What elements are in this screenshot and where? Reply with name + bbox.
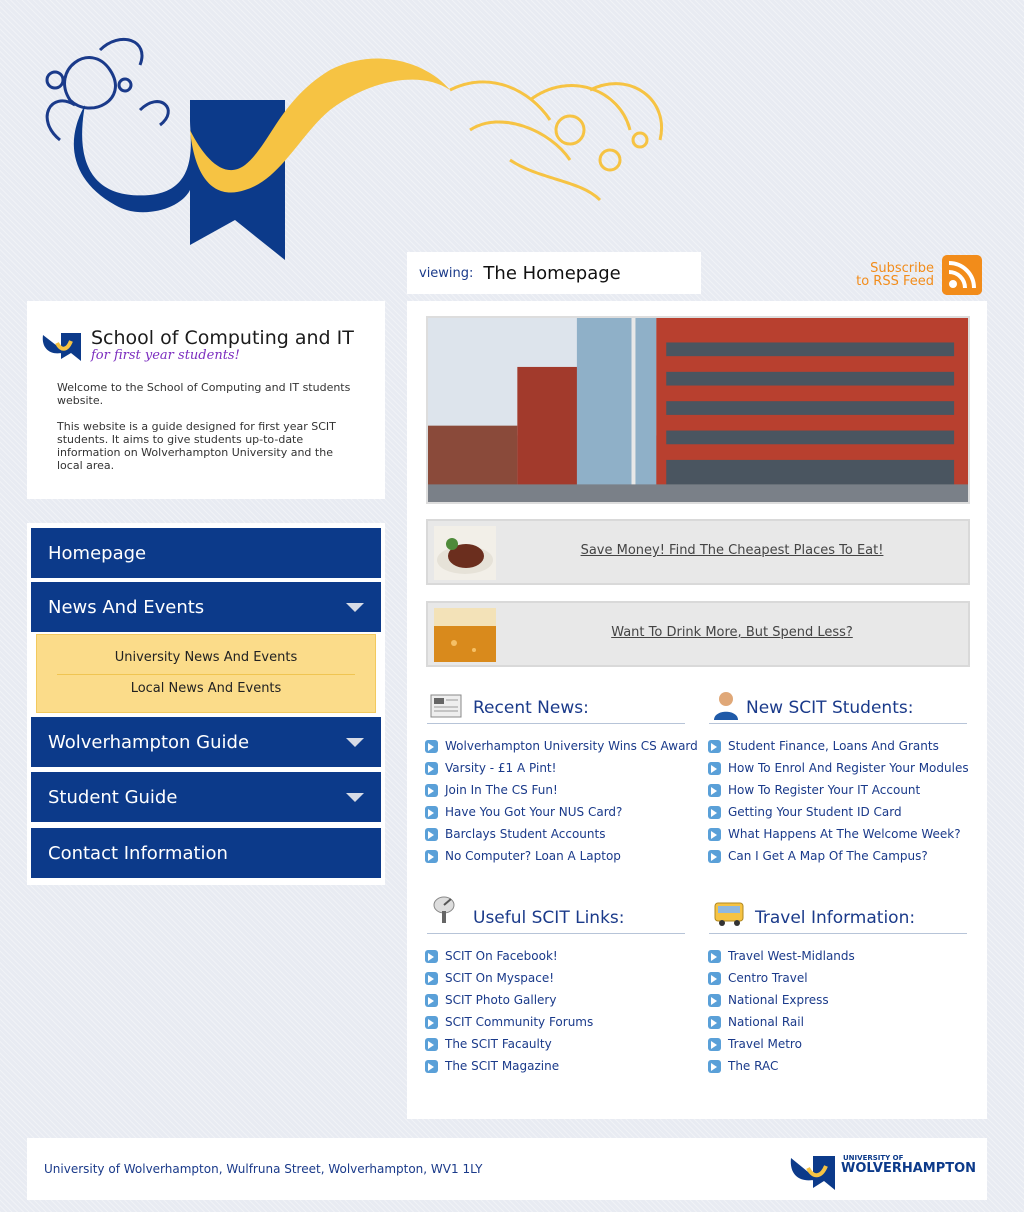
arrow-bullet-icon [708,950,721,963]
footer-address: University of Wolverhampton, Wulfruna Street, Wolverhampton, WV1 1LY [44,1162,483,1176]
list-item[interactable] [708,757,969,779]
viewing-bar [407,252,701,294]
arrow-bullet-icon [425,1060,438,1073]
main-navigation [27,523,385,885]
nav-item-student-guide[interactable] [31,772,381,822]
list-item[interactable] [708,735,969,757]
travel-link: Centro Travel [728,971,808,985]
nav-item-label: Homepage [48,542,147,564]
student-link: What Happens At The Welcome Week? [728,827,961,841]
student-link: Student Finance, Loans And Grants [728,739,939,753]
list-item[interactable] [425,779,698,801]
news-link: Join In The CS Fun! [445,783,558,797]
useful-link: SCIT Community Forums [445,1015,594,1029]
new-students-title: New SCIT Students: [746,698,914,718]
viewing-label: viewing: [419,265,474,281]
useful-links-title: Useful SCIT Links: [473,908,625,928]
university-logo-icon [789,1152,839,1190]
travel-link: National Rail [728,1015,804,1029]
nav-item-label: Student Guide [48,786,178,808]
bus-icon [712,897,746,929]
list-item[interactable] [425,989,593,1011]
news-link: Varsity - £1 A Pint! [445,761,557,775]
arrow-bullet-icon [708,994,721,1007]
promo-cheap-eats[interactable] [426,519,970,585]
chevron-down-icon [346,738,364,747]
list-item[interactable] [425,823,698,845]
list-item[interactable] [708,801,969,823]
subnav-item-university-news[interactable]: University News And Events [114,650,298,665]
main-content [407,301,987,1119]
useful-link: SCIT On Facebook! [445,949,558,963]
student-link: Getting Your Student ID Card [728,805,902,819]
travel-link: The RAC [728,1059,779,1073]
student-link: Can I Get A Map Of The Campus? [728,849,928,863]
list-item[interactable] [425,1011,593,1033]
list-item[interactable] [708,779,969,801]
new-students-list [708,735,969,867]
nav-item-contact-information[interactable] [31,828,381,878]
list-item[interactable] [708,945,855,967]
school-tagline: for first year students! [91,348,240,363]
arrow-bullet-icon [708,806,721,819]
news-link: Have You Got Your NUS Card? [445,805,623,819]
section-divider [427,933,685,934]
list-item[interactable] [708,1055,855,1077]
useful-link: The SCIT Facaulty [445,1037,552,1051]
list-item[interactable] [425,967,593,989]
nav-item-news-and-events[interactable] [31,582,381,632]
travel-link: Travel Metro [728,1037,802,1051]
intro-panel [27,301,385,499]
university-hero-logo [30,30,690,275]
useful-link: The SCIT Magazine [445,1059,560,1073]
rss-icon[interactable] [942,255,982,295]
beer-icon [434,608,496,662]
promo-link-eat[interactable]: Save Money! Find The Cheapest Places To Eat! [580,543,884,558]
recent-news-title: Recent News: [473,698,589,718]
list-item[interactable] [425,945,593,967]
list-item[interactable] [708,989,855,1011]
school-logo-icon [41,329,83,361]
arrow-bullet-icon [425,1038,438,1051]
arrow-bullet-icon [425,1016,438,1029]
steak-icon [434,526,496,580]
useful-links-list [425,945,593,1077]
arrow-bullet-icon [708,740,721,753]
list-item[interactable] [425,1055,593,1077]
arrow-bullet-icon [425,806,438,819]
promo-link-drink[interactable]: Want To Drink More, But Spend Less? [611,625,853,640]
arrow-bullet-icon [708,850,721,863]
useful-link: SCIT On Myspace! [445,971,555,985]
rss-line1: Subscribe [870,261,934,276]
nav-item-wolverhampton-guide[interactable] [31,717,381,767]
arrow-bullet-icon [425,950,438,963]
list-item[interactable] [708,1011,855,1033]
arrow-bullet-icon [425,784,438,797]
intro-paragraph-1: Welcome to the School of Computing and IT students website. [57,381,351,407]
list-item[interactable] [708,845,969,867]
subnav-item-local-news[interactable]: Local News And Events [130,681,282,696]
intro-paragraph-2: This website is a guide designed for first year SCIT students. It aims to give students up-to-date information on Wolverhampton University and the local area. [57,420,336,472]
school-title: School of Computing and IT [91,327,354,349]
section-divider [709,723,967,724]
chevron-down-icon [346,603,364,612]
arrow-bullet-icon [708,1016,721,1029]
section-divider [427,723,685,724]
rss-line2: to RSS Feed [856,274,934,289]
travel-title: Travel Information: [755,908,916,928]
list-item[interactable] [425,845,698,867]
arrow-bullet-icon [708,1038,721,1051]
section-divider [709,933,967,934]
rss-subscribe-link[interactable] [856,262,934,288]
news-link: No Computer? Loan A Laptop [445,849,621,863]
student-link: How To Register Your IT Account [728,783,921,797]
arrow-bullet-icon [425,740,438,753]
satellite-dish-icon [429,893,463,925]
submenu-divider [57,674,355,675]
useful-link: SCIT Photo Gallery [445,993,557,1007]
travel-list [708,945,855,1077]
news-submenu [36,634,376,713]
list-item[interactable] [708,967,855,989]
recent-news-list [425,735,698,867]
arrow-bullet-icon [708,1060,721,1073]
travel-link: Travel West-Midlands [728,949,855,963]
nav-item-label: Contact Information [48,842,228,864]
arrow-bullet-icon [708,972,721,985]
list-item[interactable] [425,801,698,823]
nav-item-label: News And Events [48,596,205,618]
nav-item-homepage[interactable] [31,528,381,578]
arrow-bullet-icon [425,762,438,775]
news-link: Barclays Student Accounts [445,827,606,841]
travel-link: National Express [728,993,829,1007]
arrow-bullet-icon [708,762,721,775]
arrow-bullet-icon [708,784,721,797]
page-title: The Homepage [483,262,621,284]
news-link: Wolverhampton University Wins CS Award [445,739,698,753]
arrow-bullet-icon [425,994,438,1007]
nav-item-label: Wolverhampton Guide [48,731,250,753]
footer-logo-name: WOLVERHAMPTON [841,1161,977,1176]
list-item[interactable] [425,757,698,779]
footer-logo-small-text: UNIVERSITY OF [843,1154,904,1162]
campus-building-photo [426,316,970,504]
promo-cheap-drinks[interactable] [426,601,970,667]
arrow-bullet-icon [425,828,438,841]
list-item[interactable] [708,1033,855,1055]
student-user-icon [709,689,743,721]
list-item[interactable] [425,1033,593,1055]
arrow-bullet-icon [425,850,438,863]
footer [27,1138,987,1200]
list-item[interactable] [425,735,698,757]
arrow-bullet-icon [425,972,438,985]
student-link: How To Enrol And Register Your Modules [728,761,969,775]
list-item[interactable] [708,823,969,845]
chevron-down-icon [346,793,364,802]
arrow-bullet-icon [708,828,721,841]
newspaper-icon [429,691,463,723]
